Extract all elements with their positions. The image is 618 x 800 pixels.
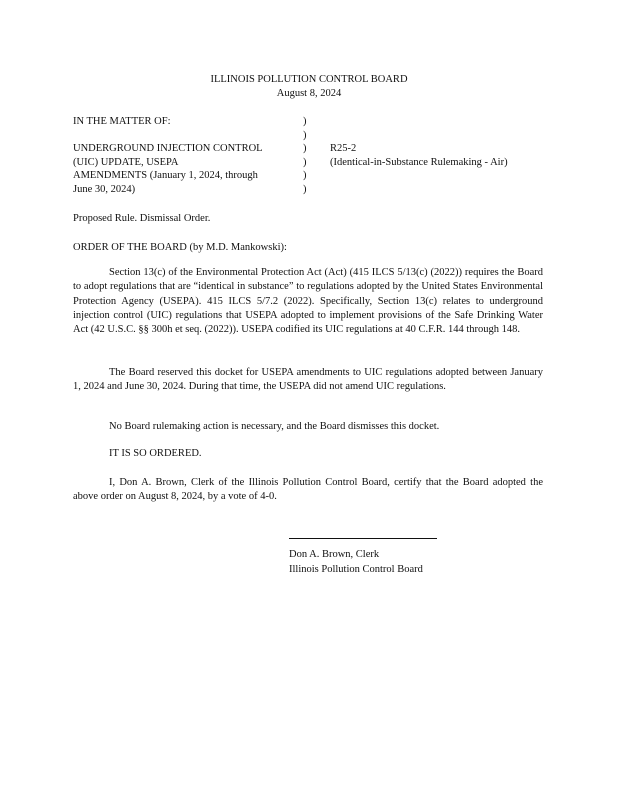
- order-heading: ORDER OF THE BOARD (by M.D. Mankowski):: [73, 242, 287, 253]
- caption-title-line: UNDERGROUND INJECTION CONTROL: [73, 143, 263, 154]
- caption-paren: ): [303, 129, 307, 141]
- paragraph-certification: I, Don A. Brown, Clerk of the Illinois Pollution Control Board, certify that the Board adopted the above order on August 8, 2024, by a vote of 4-0.: [73, 477, 543, 503]
- caption-spacer: [73, 129, 288, 143]
- caption-paren: ): [303, 183, 307, 195]
- signer-name: Don A. Brown, Clerk: [289, 549, 380, 560]
- in-the-matter-label: IN THE MATTER OF:: [73, 116, 171, 127]
- signer-organization: Illinois Pollution Control Board: [289, 563, 423, 575]
- order-date: August 8, 2024: [276, 88, 342, 99]
- caption-left: [73, 115, 288, 196]
- caption-title-line: June 30, 2024): [73, 183, 136, 195]
- caption-parens: [303, 115, 313, 196]
- caption-title-line: (UIC) UPDATE, USEPA: [73, 156, 179, 168]
- paragraph-statute: Section 13(c) of the Environmental Protection Act (Act) (415 ILCS 5/13(c) (2022)) requires the Board to adopt regulations that are “identical in substance” to regulations adopted by the United States Environmental Protection Agency (USEPA). 415 ILCS 5/7.2 (2022). Specifically, Section 13(c) relates to underground injection control (UIC) regulations that USEPA adopted to implement provisions of the Safe Drinking Water Act (42 U.S.C. §§ 300h et seq. (2022)). USEPA codified its UIC regulations at 40 C.F.R. 144 through 148.: [73, 267, 543, 336]
- so-ordered: IT IS SO ORDERED.: [109, 448, 202, 459]
- docket-number: R25-2: [330, 143, 357, 154]
- paragraph-dismissal: No Board rulemaking action is necessary, and the Board dismisses this docket.: [109, 421, 440, 432]
- paragraph-reserved: The Board reserved this docket for USEPA amendments to UIC regulations adopted between January 1, 2024 and June 30, 2024. During that time, the USEPA did not amend UIC regulations.: [73, 367, 543, 393]
- caption-paren: ): [303, 116, 307, 127]
- caption-paren: ): [303, 170, 307, 181]
- caption-title-line: AMENDMENTS (January 1, 2024, through: [73, 170, 258, 181]
- caption-paren: ): [303, 143, 307, 154]
- caption-paren: ): [303, 156, 307, 168]
- signature-line: [289, 538, 437, 539]
- docket-type: (Identical-in-Substance Rulemaking - Air): [330, 156, 508, 168]
- board-name: ILLINOIS POLLUTION CONTROL BOARD: [210, 74, 408, 85]
- caption-right: [330, 142, 570, 169]
- document-type: Proposed Rule. Dismissal Order.: [73, 213, 211, 224]
- document-header: [0, 73, 618, 101]
- signature-block: [289, 548, 489, 577]
